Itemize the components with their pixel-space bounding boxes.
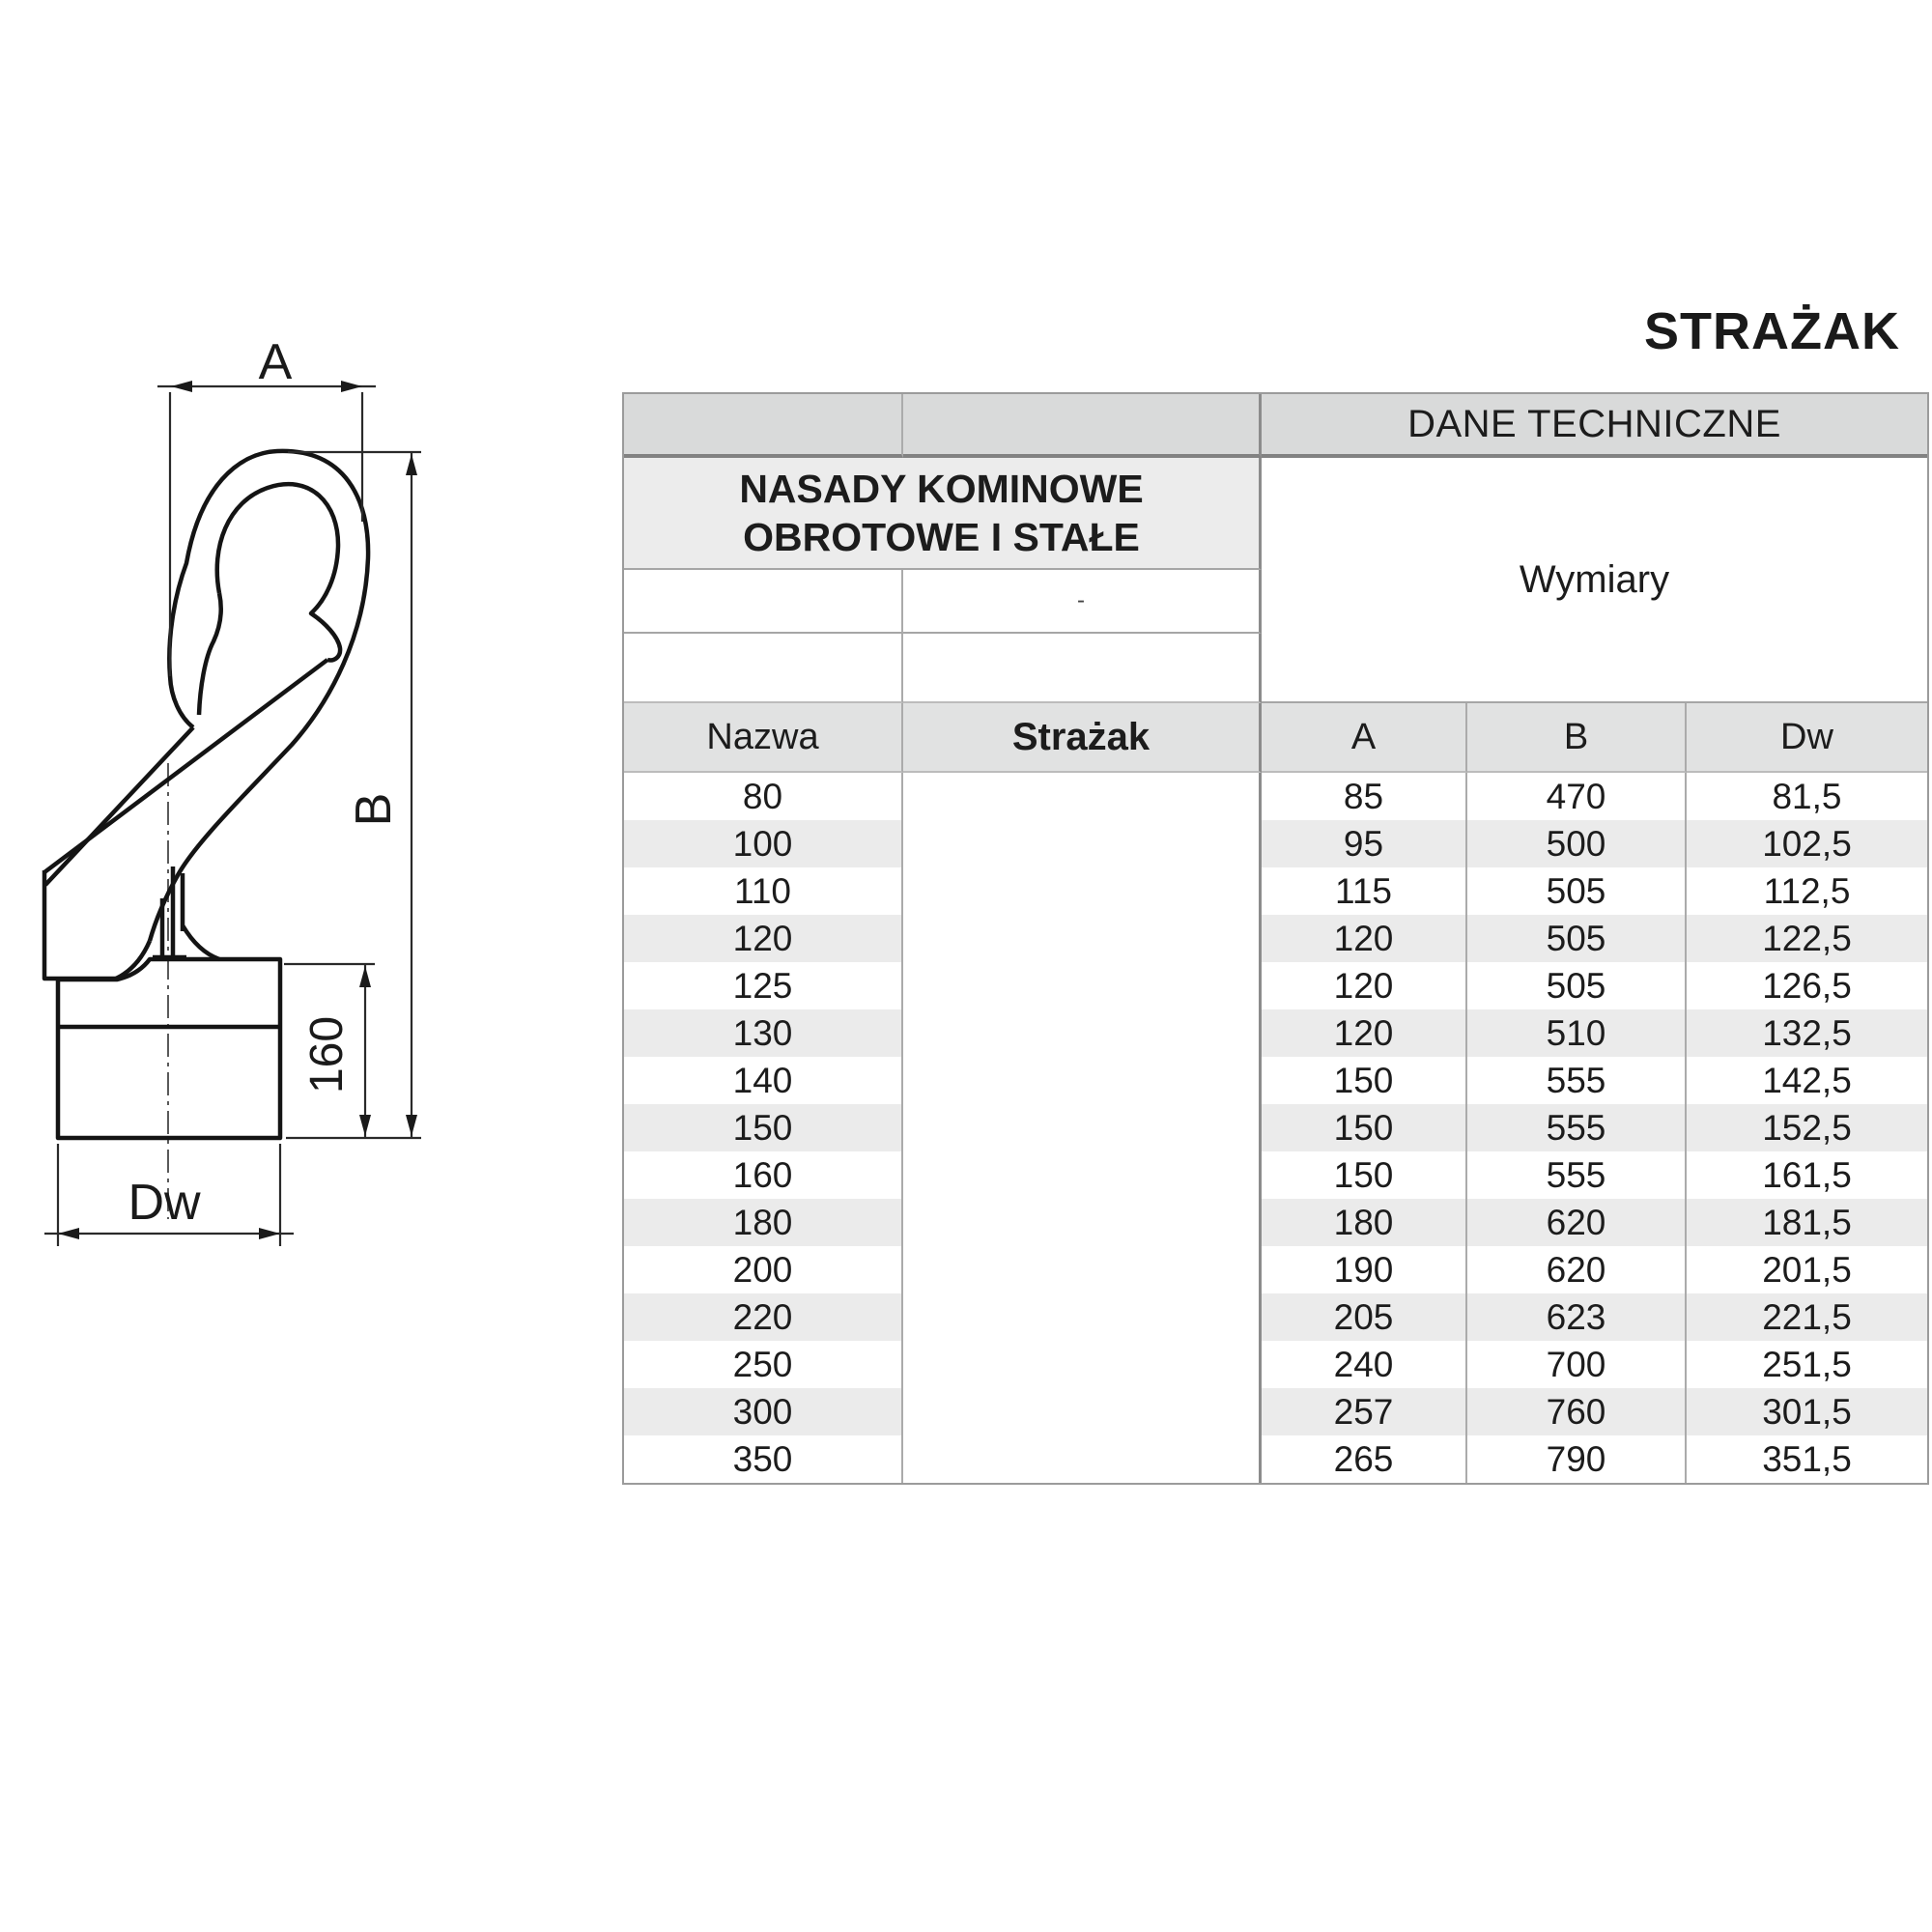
table-cell — [903, 915, 1262, 962]
table-cell: 265 — [1262, 1435, 1467, 1483]
table-cell: 250 — [624, 1341, 903, 1388]
table-cell — [903, 1246, 1262, 1293]
cowl-inner-notch — [199, 593, 221, 715]
table-cell: 126,5 — [1762, 965, 1852, 1006]
table-cell — [903, 773, 1262, 820]
table-cell: 152,5 — [1687, 1104, 1927, 1151]
table-cell: 555 — [1467, 1151, 1687, 1199]
dim-a-arrow-left — [171, 381, 192, 392]
table-cell: 500 — [1467, 820, 1687, 867]
table-cell: 240 — [1262, 1341, 1467, 1388]
table-cell — [903, 1151, 1262, 1199]
dim-b-arrow-bottom — [406, 1115, 417, 1136]
table-cell: 205 — [1262, 1293, 1467, 1341]
column-header-b: B — [1467, 703, 1687, 773]
table-cell: 510 — [1467, 1009, 1687, 1057]
table-cell — [903, 1341, 1262, 1388]
dim-b-arrow-top — [406, 454, 417, 475]
table-cell: 760 — [1467, 1388, 1687, 1435]
table-cell — [903, 867, 1262, 915]
empty-cell — [624, 634, 903, 703]
table-cell: 160 — [624, 1151, 903, 1199]
table-cell — [903, 1104, 1262, 1151]
table-cell — [903, 820, 1262, 867]
table-cell: 181,5 — [1687, 1199, 1927, 1246]
table-cell — [903, 1199, 1262, 1246]
column-header-nazwa: Nazwa — [624, 703, 903, 773]
table-cell: 120 — [624, 915, 903, 962]
dim-dw-arrow-left — [58, 1228, 79, 1239]
empty-cell — [903, 634, 1262, 703]
table-cell: 257 — [1262, 1388, 1467, 1435]
table-cell: 150 — [1262, 1104, 1467, 1151]
table-cell — [903, 1009, 1262, 1057]
dim-160-arrow-top — [359, 966, 371, 987]
dim-160-arrow-bottom — [359, 1115, 371, 1136]
table-cell: 120 — [1262, 915, 1467, 962]
table-cell: 505 — [1467, 962, 1687, 1009]
dane-techniczne-header: DANE TECHNICZNE — [1262, 394, 1927, 458]
table-cell: 120 — [1262, 962, 1467, 1009]
table-cell: 790 — [1467, 1435, 1687, 1483]
table-cell: 505 — [1467, 915, 1687, 962]
table-cell: 620 — [1467, 1246, 1687, 1293]
table-cell: 201,5 — [1762, 1249, 1852, 1290]
dim-dw-arrow-right — [259, 1228, 280, 1239]
page-title: STRAŻAK — [1644, 302, 1900, 360]
table-cell: 85 — [1262, 773, 1467, 820]
table-cell: 140 — [624, 1057, 903, 1104]
table-cell: 221,5 — [1687, 1293, 1927, 1341]
dim-a-label: A — [258, 343, 293, 390]
table-cell: 125 — [624, 962, 903, 1009]
table-cell — [903, 1057, 1262, 1104]
table-cell: 300 — [624, 1388, 903, 1435]
table-cell: 110 — [624, 867, 903, 915]
table-cell: 150 — [624, 1104, 903, 1151]
table-cell: 100 — [624, 820, 903, 867]
table-cell: 555 — [1467, 1104, 1687, 1151]
table-cell: 102,5 — [1687, 820, 1927, 867]
dim-b-label: B — [346, 792, 402, 827]
table-cell: 190 — [1262, 1246, 1467, 1293]
product-group-line1: NASADY KOMINOWE — [739, 466, 1144, 511]
table-cell: 180 — [624, 1199, 903, 1246]
table-cell: 620 — [1467, 1199, 1687, 1246]
table-cell: 251,5 — [1762, 1344, 1852, 1384]
column-header-product: Strażak — [903, 703, 1262, 773]
table-cell: 220 — [624, 1293, 903, 1341]
empty-cell — [624, 570, 903, 634]
table-cell — [903, 962, 1262, 1009]
table-cell: 470 — [1467, 773, 1687, 820]
column-header-a: A — [1262, 703, 1467, 773]
table-cell: 180 — [1262, 1199, 1467, 1246]
table-cell: 351,5 — [1762, 1438, 1852, 1479]
table-cell: 301,5 — [1687, 1388, 1927, 1435]
table-cell: 150 — [1262, 1057, 1467, 1104]
table-cell: 142,5 — [1762, 1060, 1852, 1100]
dim-a-arrow-right — [341, 381, 362, 392]
dim-160-label: 160 — [301, 1015, 353, 1094]
table-cell: 115 — [1262, 867, 1467, 915]
spec-table — [622, 392, 1929, 1485]
table-cell: 122,5 — [1687, 915, 1927, 962]
table-cell: 95 — [1262, 820, 1467, 867]
table-cell: 505 — [1467, 867, 1687, 915]
table-cell — [903, 1435, 1262, 1483]
neck-lines — [153, 867, 219, 959]
table-cell: 120 — [1262, 1009, 1467, 1057]
table-cell: 112,5 — [1763, 870, 1851, 911]
corner-cell-right — [903, 394, 1262, 458]
product-group-line2: OBROTOWE I STAŁE — [743, 515, 1140, 559]
table-cell: 150 — [1262, 1151, 1467, 1199]
table-cell: 161,5 — [1762, 1154, 1852, 1195]
dim-dw-label: Dw — [128, 1175, 201, 1231]
product-group-header — [624, 458, 1262, 570]
beak-bottom-wall — [45, 727, 193, 885]
technical-drawing — [19, 343, 444, 1319]
table-cell: 555 — [1467, 1057, 1687, 1104]
table-cell: 200 — [624, 1246, 903, 1293]
cowl-inner-outline — [217, 484, 340, 660]
table-cell: 80 — [624, 773, 903, 820]
table-cell: 623 — [1467, 1293, 1687, 1341]
wymiary-header: Wymiary — [1262, 458, 1927, 703]
table-cell: 130 — [624, 1009, 903, 1057]
table-cell — [903, 1293, 1262, 1341]
corner-cell-left — [624, 394, 903, 458]
column-header-dw: Dw — [1687, 703, 1927, 773]
table-cell: 132,5 — [1687, 1009, 1927, 1057]
table-cell: 700 — [1467, 1341, 1687, 1388]
table-cell: 350 — [624, 1435, 903, 1483]
empty-cell-dash: - — [903, 570, 1262, 634]
table-cell — [903, 1388, 1262, 1435]
table-cell: 81,5 — [1772, 776, 1842, 816]
beak-tip-cap — [44, 870, 116, 979]
